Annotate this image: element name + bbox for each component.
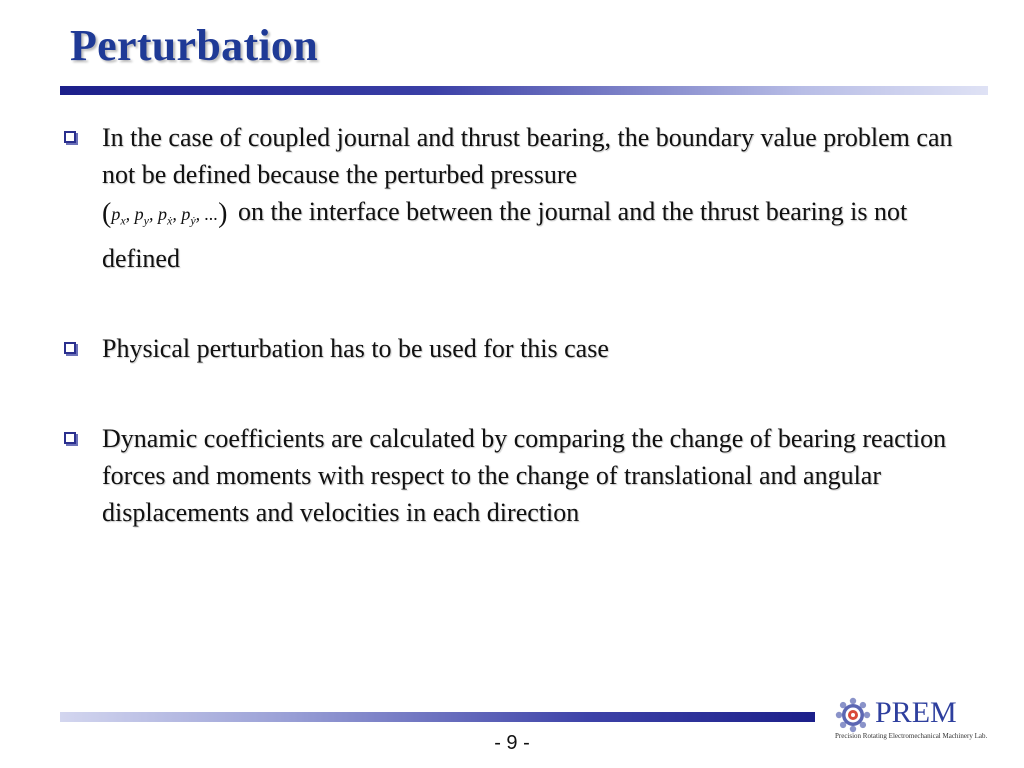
bullet-text: In the case of coupled journal and thrust bearing, the boundary value problem can not be defined because the perturbed pressure xyxy=(102,123,953,189)
bullet-text: Physical perturbation has to be used for this case xyxy=(102,333,609,363)
bullet-text: Dynamic coefficients are calculated by comparing the change of bearing reaction forces and moments with respect to the change of translational and angular displacements and velocities in each direction xyxy=(102,423,947,527)
hollow-square-bullet-icon xyxy=(64,342,76,354)
formula-term: $p_ẏ$, ... xyxy=(181,204,219,228)
bullet-item-dynamic-coefficients xyxy=(64,420,969,531)
bullet-item-coupled-bearing xyxy=(64,119,969,277)
slide-title: Perturbation xyxy=(70,21,319,70)
formula-term: $p_ẋ$, xyxy=(157,204,182,228)
formula-term: $p_y$, xyxy=(134,204,158,228)
page-number: - 9 - xyxy=(494,732,530,754)
title-divider xyxy=(60,86,988,95)
formula-open-paren: ( xyxy=(102,198,112,229)
formula-close-paren: ) xyxy=(218,198,228,229)
hollow-square-bullet-icon xyxy=(64,432,76,444)
prem-logo xyxy=(835,697,995,743)
bullet-list xyxy=(64,119,969,531)
bullet-item-physical-perturbation xyxy=(64,330,969,367)
bullet-text: on the interface between the journal and the thrust bearing is not defined xyxy=(102,197,908,273)
hollow-square-bullet-icon xyxy=(64,131,76,143)
gear-emblem-icon xyxy=(835,697,871,733)
formula-term: $p_x$, xyxy=(111,204,135,228)
perturbed-pressure-formula xyxy=(102,198,231,229)
logo-subtitle: Precision Rotating Electromechanical Machinery Lab. xyxy=(835,732,988,740)
footer-divider xyxy=(60,712,815,722)
logo-wordmark: PREM xyxy=(875,696,957,729)
